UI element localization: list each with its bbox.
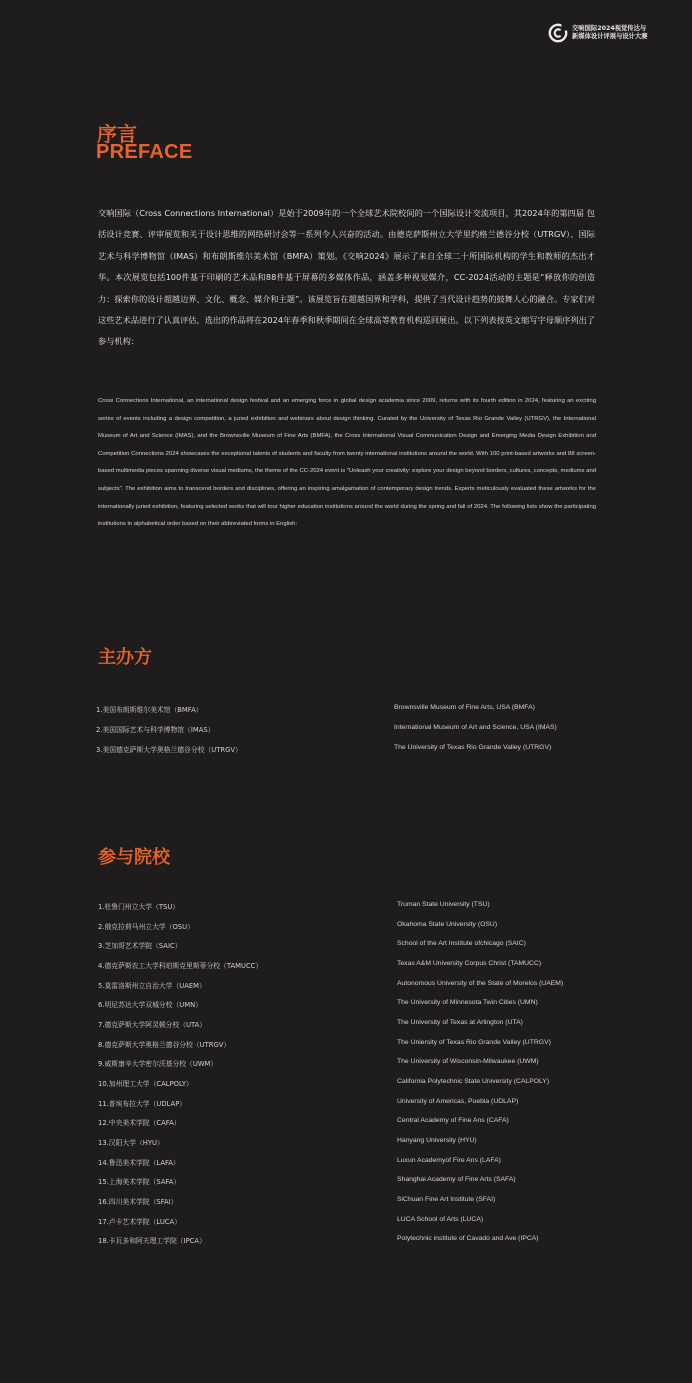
logo-text (572, 25, 648, 40)
list-item (0, 940, 692, 954)
participant-cn: 10.加州理工大学（CALPOLY） (98, 1080, 193, 1088)
organizer-cn: 1.美国布朗斯维尔美术馆（BMFA） (96, 706, 203, 714)
participant-en: Okahoma State University (OSU) (397, 921, 498, 928)
participant-cn: 3.芝加哥艺术学院（SAIC） (98, 942, 182, 950)
preface-title-cn: 序言 (97, 122, 137, 146)
logo-line-2: 新媒体设计评展与设计大赛 (572, 33, 648, 40)
participant-cn: 18.卡瓦多和阿夫理工学院（IPCA） (98, 1237, 206, 1245)
participant-en: The University of Texas at Arlington (UTA) (397, 1019, 523, 1026)
preface-intro-en: Cross Connections International, an international design festival and an emerging force in global design academia since 2009, returns with its fourth edition in 2024, featuring an exciting series of events including a design competition, a juried exhibition and webinars about design thinking. Curated by the University of Texas Rio Grande Valley (UTRGV), the International Museum of Art and Science (IMAS), and the Brownsville Museum of Fine Arts (BMFA), the Cross International Visual Communication Design and Emerging Media Design Exhibition and Competition Connections 2024 showcases the exceptional talents of students and faculty from twenty international institutions around the world. With 100 print-based artworks and 88 screen-based multimedia pieces spanning diverse visual mediums, the theme of the CC-2024 event is "Unleash your creativity: explore your design beyond borders, cultures, concepts, mediums and subjects". The exhibition aims to transcend borders and disciplines, offering an inspiring amalgamation of contemporary design trends. Experts meticulously evaluated these artworks for the internationally juried exhibition, featuring selected works that will tour higher education institutions around the world during the spring and fall of 2024. The following lists show the participating institutions in alphabetical order based on their abbreviated forms in English: (98, 398, 596, 528)
list-item (0, 1176, 692, 1190)
list-item (0, 980, 692, 994)
list-item (0, 744, 692, 758)
event-logo (548, 23, 648, 43)
participant-en: SiChuan Fine Art Institute (SFAI) (397, 1196, 496, 1203)
list-item (0, 1216, 692, 1230)
list-item (0, 1098, 692, 1112)
participant-cn: 5.莫雷洛斯州立自治大学（UAEM） (98, 982, 206, 990)
participant-cn: 13.汉阳大学（HYU） (98, 1139, 164, 1147)
participant-cn: 11.普埃布拉大学（UDLAP） (98, 1100, 187, 1108)
preface-title-en: PREFACE (96, 141, 193, 163)
participant-en: School of the Art Institute ofchicago (SAIC) (397, 940, 526, 947)
organizer-en: Brownsville Museum of Fine Arts, USA (BMFA) (394, 704, 535, 711)
participant-en: Luxun Academyof Fire Ans (LAFA) (397, 1157, 501, 1164)
participant-cn: 15.上海美术学院（SAFA） (98, 1178, 181, 1186)
list-item (0, 901, 692, 915)
organizer-cn: 3.美国德克萨斯大学奥格兰德谷分校（UTRGV） (96, 746, 242, 754)
organizer-cn: 2.美国国际艺术与科学博物馆（IMAS） (96, 726, 215, 734)
participant-cn: 7.德克萨斯大学阿灵顿分校（UTA） (98, 1021, 207, 1029)
participant-cn: 6.明尼苏达大学双城分校（UMN） (98, 1001, 202, 1009)
participant-en: LUCA School of Arts (LUCA) (397, 1216, 484, 1223)
participant-en: California Polytechnic State University (CALPOLY) (397, 1078, 550, 1085)
participant-cn: 17.卢卡艺术学院（LUCA） (98, 1218, 182, 1226)
list-item (0, 1039, 692, 1053)
list-item (0, 1019, 692, 1033)
participant-en: The University of Minnesota Twin Cities (UMN) (397, 999, 538, 1006)
participants-title: 参与院校 (98, 847, 170, 868)
participant-cn: 9.威斯康辛大学密尔沃基分校（UWM） (98, 1060, 218, 1068)
list-item (0, 704, 692, 718)
participant-en: Autonomous University of the State of Morelos (UAEM) (397, 980, 564, 987)
list-item (0, 1157, 692, 1171)
participant-en: Hanyang University (HYU) (397, 1137, 477, 1144)
participant-en: Central Academy of Fine Ans (CAFA) (397, 1117, 509, 1124)
list-item (0, 1117, 692, 1131)
participant-en: Polytechnic institute of Cavado and Ave (IPCA) (397, 1235, 539, 1242)
list-item (0, 724, 692, 738)
logo-line-1: 交响国际2024视觉传达与 (572, 25, 647, 33)
list-item (0, 921, 692, 935)
participant-cn: 4.德克萨斯农工大学科珀斯克里斯蒂分校（TAMUCC） (98, 962, 263, 970)
participant-cn: 8.德克萨斯大学奥格兰德谷分校（UTRGV） (98, 1041, 231, 1049)
participant-cn: 16.四川美术学院（SFAI） (98, 1198, 178, 1206)
list-item (0, 960, 692, 974)
participant-cn: 1.杜鲁门州立大学（TSU） (98, 903, 180, 911)
participant-cn: 12.中央美术学院（CAFA） (98, 1119, 181, 1127)
participant-en: Shanghai Academy of Fine Arts (SAFA) (397, 1176, 516, 1183)
cc-logo-icon (548, 23, 568, 43)
participant-cn: 14.鲁迅美术学院（LAFA） (98, 1159, 180, 1167)
list-item (0, 1058, 692, 1072)
list-item (0, 999, 692, 1013)
organizer-en: International Museum of Art and Science, USA (IMAS) (394, 724, 557, 731)
list-item (0, 1078, 692, 1092)
participant-en: The University of Wisconsin-Milwaukee (UWM) (397, 1058, 539, 1065)
participant-en: Truman State University (TSU) (397, 901, 490, 908)
organizers-title: 主办方 (98, 647, 152, 668)
participant-en: University of Americas, Puebla (UDLAP) (397, 1098, 519, 1105)
list-item (0, 1235, 692, 1249)
participant-en: Texas A&M University Corpus Christ (TAMUCC) (397, 960, 542, 967)
preface-intro-cn: 交响国际（Cross Connections International）是始于2009年的一个全球艺术院校间的一个国际设计交流项目，其2024年的第四届 包括设计竞赛、评审展览和关于设计思维的网络研讨会等一系列令人兴奋的活动。由德克萨斯州立大学里约格兰德谷分校（UTRGV）、国际艺术与科学博物馆（IMAS）和布朗斯维尔美术馆（BMFA）策划。《交响2024》展示了来自全球二十所国际机构的学生和教师的杰出才华。本次展览包括100件基于印刷的艺术品和88件基于屏幕的多媒体作品，涵盖多种视觉媒介，CC-2024活动的主题是“释放你的创造力：探索你的设计超越边界、文化、概念、媒介和主题”。该展览旨在超越国界和学科，提供了当代设计趋势的鼓舞人心的融合。专家们对这些艺术品进行了认真评估，选出的作品将在2024年春季和秋季期间在全球高等教育机构巡回展出。以下列表按英文缩写字母顺序列出了参与机构： (98, 208, 595, 347)
list-item (0, 1196, 692, 1210)
list-item (0, 1137, 692, 1151)
participant-cn: 2.俄克拉荷马州立大学（OSU） (98, 923, 194, 931)
organizer-en: The University of Texas Rio Grande Valley (UTRGV) (394, 744, 552, 751)
participant-en: The Uniersity of Texas Rio Grande Valley (UTRGV) (397, 1039, 551, 1046)
